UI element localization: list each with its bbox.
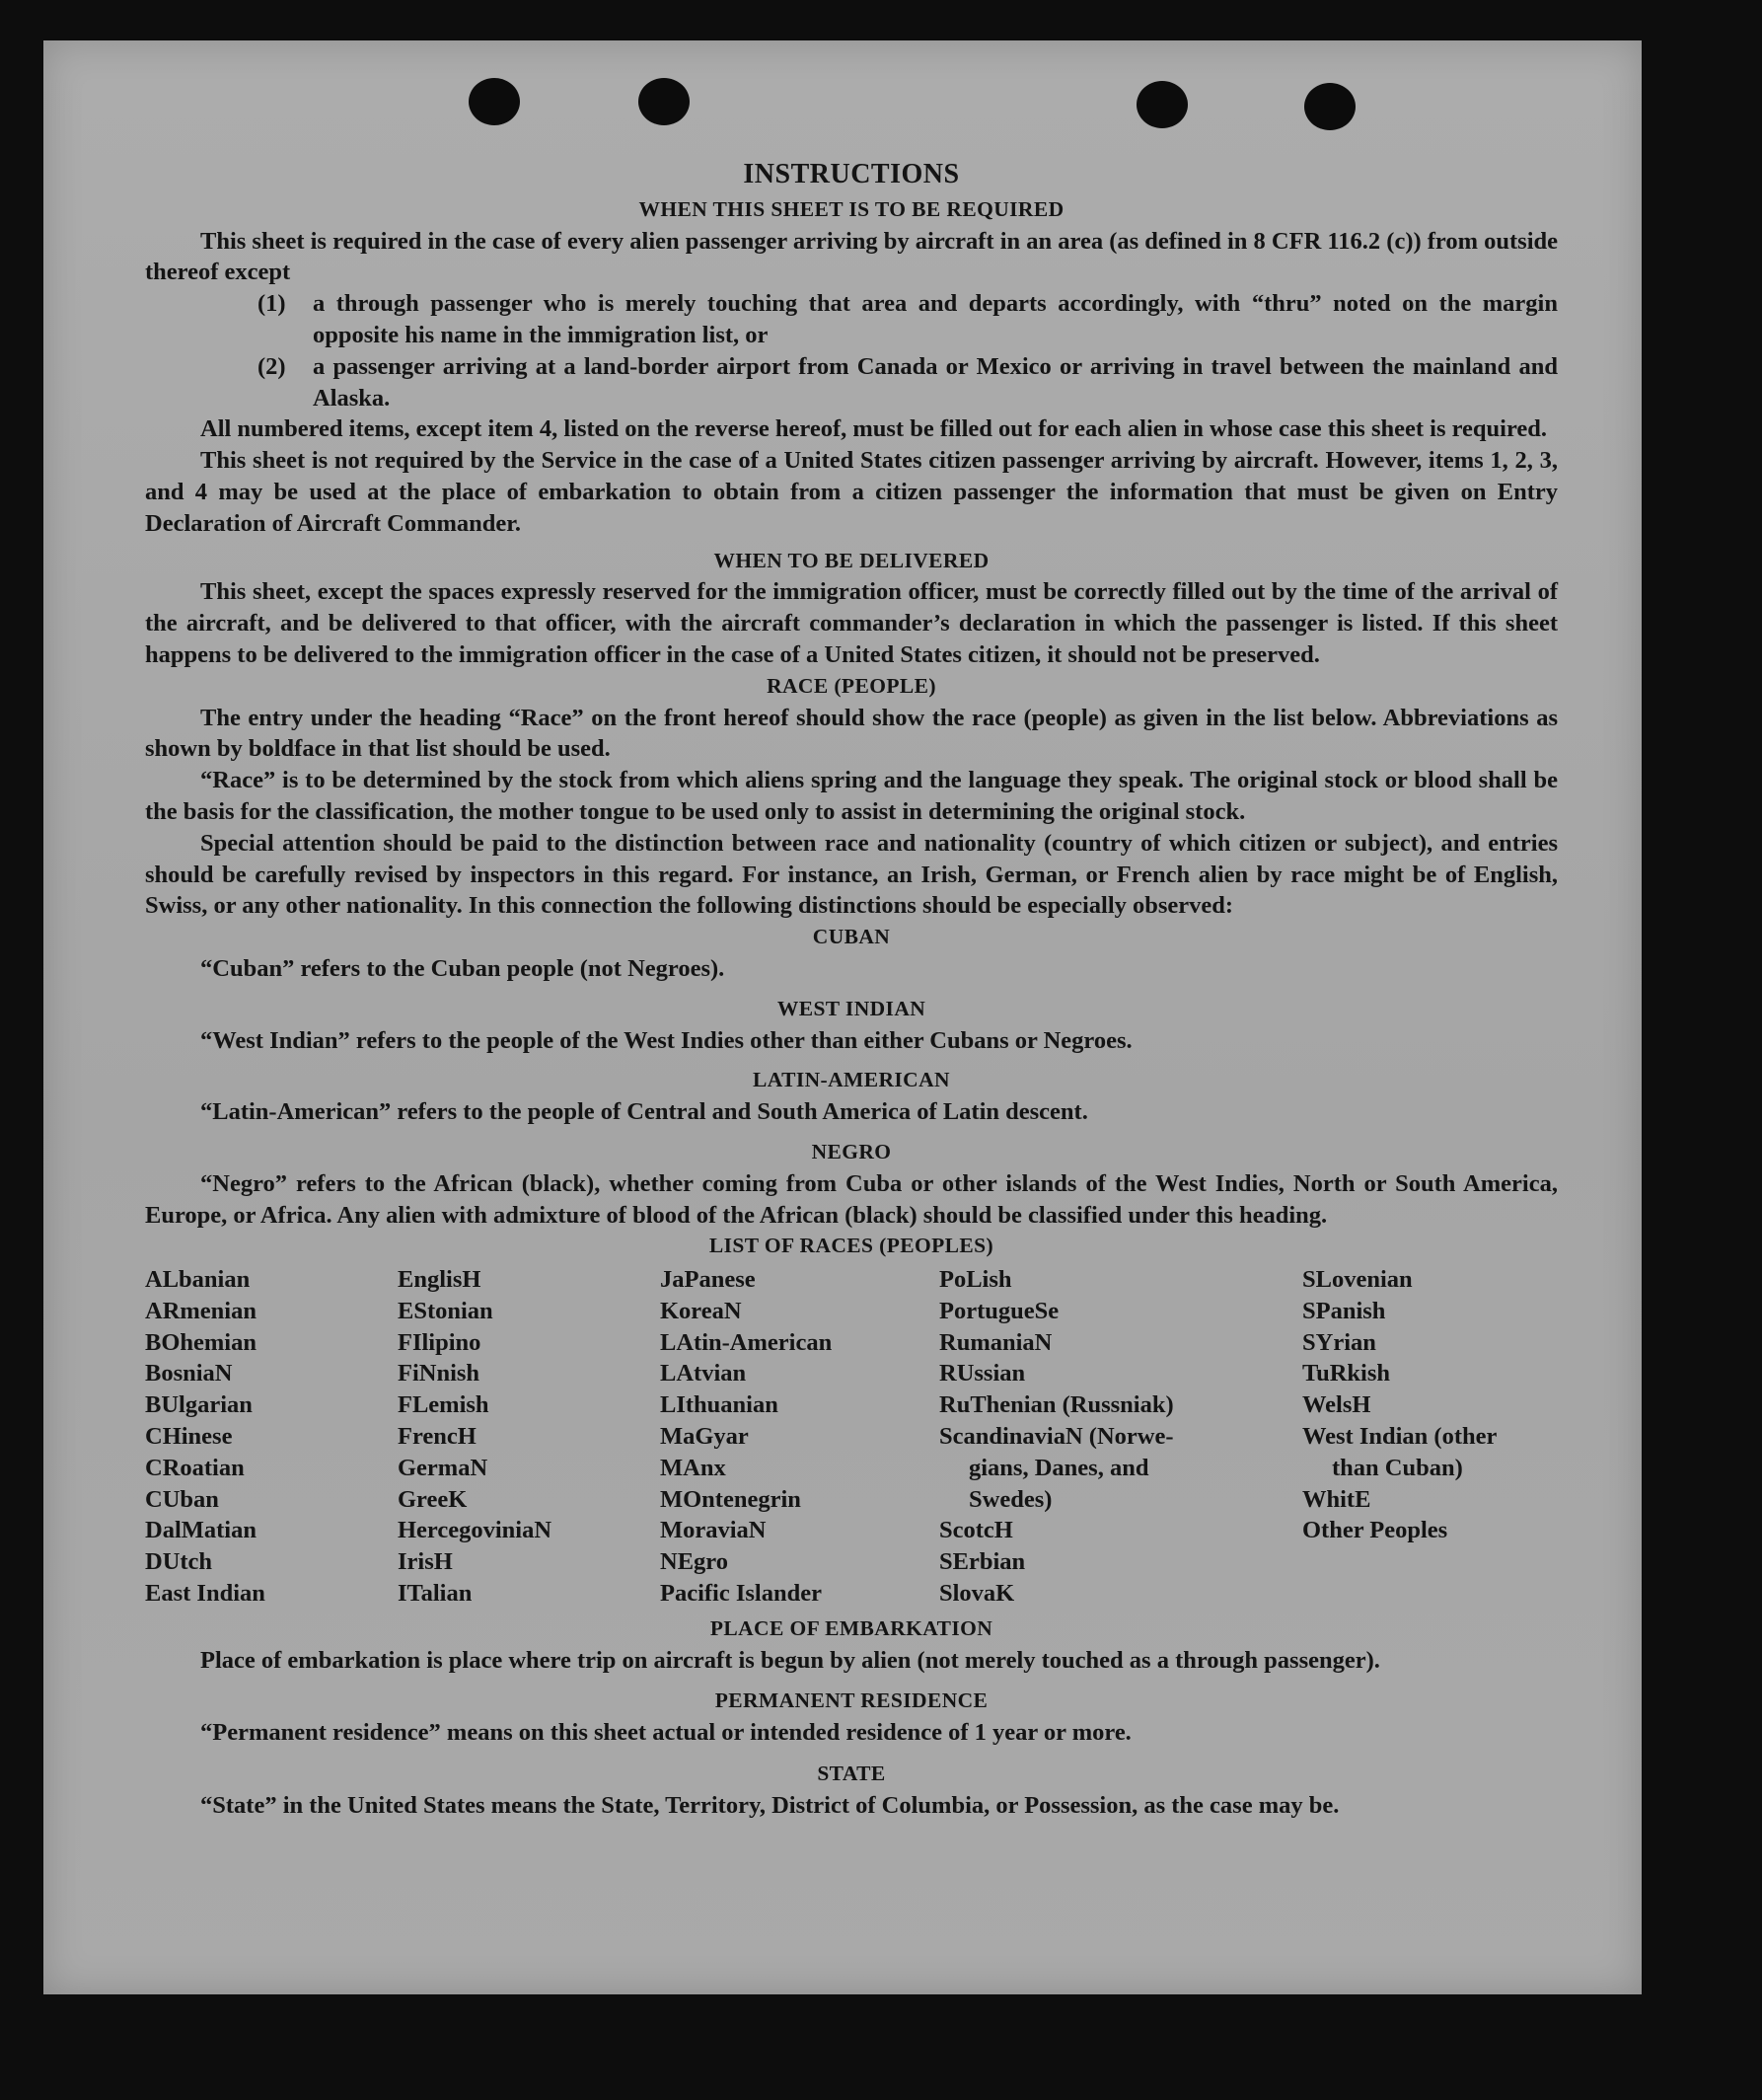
race-entry: ALbanian [145,1266,251,1294]
section-heading-latin-american: LATIN-AMERICAN [753,1068,950,1092]
exception-number: (1) [257,290,286,318]
race-entry: LIthuanian [660,1391,778,1419]
race-entry: MoraviaN [660,1517,767,1544]
page-title: INSTRUCTIONS [743,159,960,189]
race-entry: West Indian (other [1302,1423,1498,1451]
race-entry: East Indian [145,1580,265,1608]
section-heading-race: RACE (PEOPLE) [767,673,936,698]
west-indian-text: “West Indian” refers to the people of the West Indies other than either Cubans or Negroes. [200,1026,1133,1054]
races-column [398,1264,660,1610]
race-entry: SErbian [939,1548,1026,1576]
latin-american-text: “Latin-American” refers to the people of Central and South America of Latin descent. [200,1098,1088,1126]
race-entry: MAnx [660,1454,726,1481]
races-column [1302,1264,1558,1610]
race-entry: RUssian [939,1360,1026,1388]
delivered-text: This sheet, except the spaces expressly reserved for the immigration officer, must be correctly filled out by the time of the arrival of the aircraft, and be delivered to that officer, with the aircraft commander’s declaration in which the passenger is listed. If this sheet happens to be delivered to the immigration officer in the case of a United States citizen, it should not be preserved. [145,578,1558,668]
race-entry: EStonian [398,1297,493,1324]
race-entry: SLovenian [1302,1266,1413,1294]
race-entry: Pacific Islander [660,1580,822,1608]
race-entry: FrencH [398,1423,477,1451]
punch-hole [469,78,520,125]
race-entry: TuRkish [1302,1360,1391,1388]
document-sheet [43,40,1642,1994]
race-entry: GermaN [398,1454,488,1481]
race-entry: BOhemian [145,1328,257,1356]
race-entry: CUban [145,1485,219,1513]
race-entry: DalMatian [145,1517,257,1544]
section-heading-west-indian: WEST INDIAN [776,996,926,1020]
race-entry: ScotcH [939,1517,1013,1544]
race-entry: PortugueSe [939,1297,1060,1324]
section-heading-state: STATE [817,1762,886,1786]
race-entry: SYrian [1302,1328,1376,1356]
race-entry: IrisH [398,1548,453,1576]
race-entry: FIlipino [398,1328,481,1356]
instructions-content [145,119,1558,1822]
race-entry: ScandinaviaN (Norwe- [939,1423,1174,1451]
section-heading-cuban: CUBAN [812,925,891,949]
race-entry: SlovaK [939,1580,1015,1608]
race-entry: ITalian [398,1580,473,1608]
race-entry: LAtin-American [660,1328,833,1356]
race-entry: ARmenian [145,1297,257,1324]
required-intro: This sheet is required in the case of every alien passenger arriving by aircraft in an area (as defined in 8 CFR 116.2 (c)) from outside thereof except [145,227,1559,286]
races-column [145,1264,398,1610]
race-entry: FLemish [398,1391,489,1419]
race-para-2: “Race” is to be determined by the stock from which aliens spring and the language they speak. The original stock or blood shall be the basis for the classification, the mother tongue to be used only to assist in determining the original stock. [145,767,1558,825]
race-entry: Other Peoples [1302,1517,1448,1544]
race-para-3: Special attention should be paid to the distinction between race and nationality (country of which citizen or subject), and entries should be carefully revised by inspectors in this regard. For instance, an Irish, German, or French alien by race might be of English, Swiss, or any other nationality. In this connection the following distinctions should be especially observed: [145,829,1558,920]
race-entry: LAtvian [660,1360,747,1388]
race-entry: CRoatian [145,1454,245,1481]
race-entry: MOntenegrin [660,1485,801,1513]
race-entry: KoreaN [660,1297,742,1324]
embarkation-text: Place of embarkation is place where trip on aircraft is begun by alien (not merely touched as a through passenger). [200,1646,1380,1674]
section-heading-negro: NEGRO [811,1139,892,1163]
required-para-2: All numbered items, except item 4, listed on the reverse hereof, must be filled out for each alien in whose case this sheet is required. [200,415,1548,443]
required-para-3: This sheet is not required by the Service in the case of a United States citizen passenger arriving by aircraft. However, items 1, 2, 3, and 4 may be used at the place of embarkation to obtain from a citizen passenger the information that must be given on Entry Declaration of Aircraft Commander. [145,447,1558,537]
race-entry: DUtch [145,1548,213,1576]
race-entry-continued: than Cuban) [1332,1454,1463,1481]
state-text: “State” in the United States means the State, Territory, District of Columbia, or Possession, as the case may be. [200,1791,1340,1819]
race-entry: EnglisH [398,1266,481,1294]
race-entry: RumaniaN [939,1328,1053,1356]
race-entry: SPanish [1302,1297,1386,1324]
section-heading-embarkation: PLACE OF EMBARKATION [709,1615,993,1640]
race-entry: FiNnish [398,1360,480,1388]
race-entry: MaGyar [660,1423,749,1451]
section-heading-required: WHEN THIS SHEET IS TO BE REQUIRED [638,196,1065,221]
race-entry: BosniaN [145,1360,233,1388]
races-list [145,1264,1558,1610]
race-entry: GreeK [398,1485,468,1513]
cuban-text: “Cuban” refers to the Cuban people (not Negroes). [200,954,725,982]
section-heading-delivered: WHEN TO BE DELIVERED [713,548,990,572]
negro-text: “Negro” refers to the African (black), whether coming from Cuba or other islands of the West Indies, North or South America, Europe, or Africa. Any alien with admixture of blood of the African (black) should be classified under this heading. [145,1169,1558,1229]
race-entry: WhitE [1302,1485,1371,1513]
residence-text: “Permanent residence” means on this sheet actual or intended residence of 1 year or more. [200,1719,1132,1747]
race-entry: RuThenian (Russniak) [939,1391,1174,1419]
exception-item [257,288,1558,351]
race-entry: JaPanese [660,1266,756,1294]
race-entry: WelsH [1302,1391,1371,1419]
races-column [660,1264,939,1610]
exception-number: (2) [257,352,286,380]
race-entry-continued: Swedes) [969,1485,1053,1513]
section-heading-races-list: LIST OF RACES (PEOPLES) [708,1234,994,1258]
race-entry: BUlgarian [145,1391,253,1419]
race-entry: CHinese [145,1423,233,1451]
race-entry: NEgro [660,1548,728,1576]
race-entry: PoLish [939,1266,1012,1294]
exception-text: a passenger arriving at a land-border airport from Canada or Mexico or arriving in travel between the mainland and Alaska. [313,352,1558,412]
section-heading-residence: PERMANENT RESIDENCE [714,1688,989,1713]
punch-hole [638,78,690,125]
exception-text: a through passenger who is merely touching that area and departs accordingly, with “thru” noted on the margin opposite his name in the immigration list, or [313,290,1558,348]
race-entry-continued: gians, Danes, and [969,1454,1149,1481]
race-para-1: The entry under the heading “Race” on the front hereof should show the race (people) as given in the list below. Abbreviations as shown by boldface in that list should be used. [145,704,1558,763]
races-column [939,1264,1302,1610]
race-entry: HercegoviniaN [398,1517,552,1544]
exception-item [257,351,1558,414]
